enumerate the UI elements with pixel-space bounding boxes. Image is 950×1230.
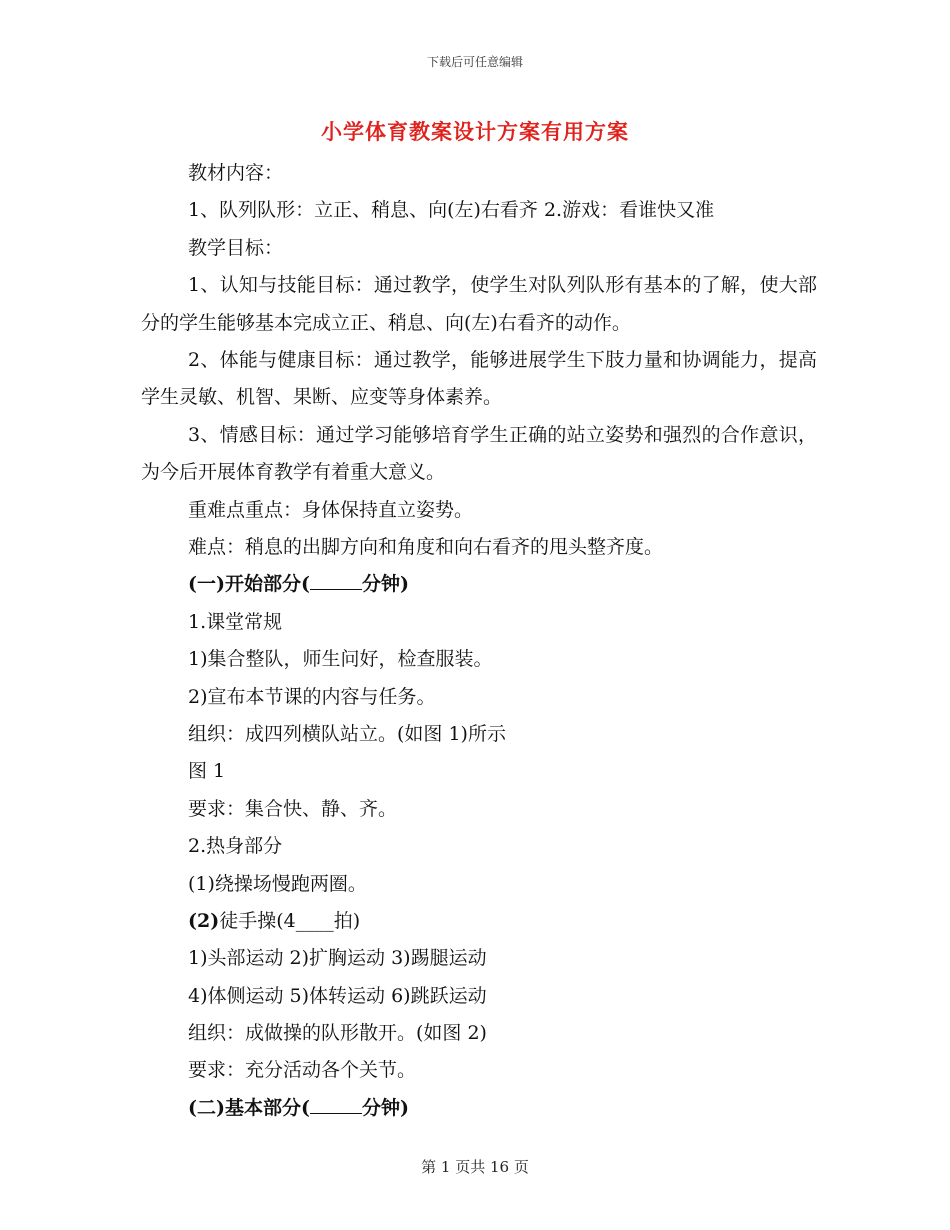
paragraph-requirement-1: 要求：集合快、静、齐。 bbox=[188, 797, 398, 820]
blank-underline bbox=[310, 571, 362, 590]
paragraph-requirement-2: 要求：充分活动各个关节。 bbox=[188, 1059, 417, 1082]
warmup-2-number: (2) bbox=[188, 909, 220, 932]
paragraph-materials-heading: 教材内容： bbox=[188, 162, 284, 184]
paragraph-objective-3: 3、情感目标：通过学习能够培育学生正确的站立姿势和强烈的合作意识，为今后开展体育教学有着重大意义。 bbox=[141, 423, 817, 484]
blank-underline bbox=[310, 1095, 362, 1114]
paragraph-routine: 1.课堂常规 bbox=[188, 610, 283, 633]
paragraph-objective-2: 2、体能与健康目标：通过教学，能够进展学生下肢力量和协调能力，提高学生灵敏、机智、果断、应变等身体素养。 bbox=[141, 348, 817, 409]
section-heading-start bbox=[141, 566, 817, 603]
paragraph-key-point: 重难点重点：身体保持直立姿势。 bbox=[188, 498, 474, 521]
section-heading-basic bbox=[141, 1090, 817, 1127]
page-header: 下载后可任意编辑 bbox=[426, 55, 523, 69]
paragraph-organization-2: 组织：成做操的队形散开。(如图 2) bbox=[188, 1022, 487, 1045]
section-heading-start-unit: 分钟) bbox=[361, 573, 409, 596]
paragraph-warmup: 2.热身部分 bbox=[188, 835, 283, 858]
paragraph-objective-1: 1、认知与技能目标：通过教学，使学生对队列队形有基本的了解，使大部分的学生能够基本完成立正、稍息、向(左)右看齐的动作。 bbox=[141, 274, 817, 334]
figure-1-label: 图 1 bbox=[188, 760, 226, 783]
paragraph-materials-item: 1、队列队形：立正、稍息、向(左)右看齐 2.游戏：看谁快又准 bbox=[188, 199, 715, 222]
paragraph-objectives-heading: 教学目标： bbox=[188, 236, 284, 259]
document-title: 小学体育教案设计方案有用方案 bbox=[321, 119, 629, 144]
paragraph-routine-1: 1)集合整队，师生问好，检查服装。 bbox=[188, 648, 493, 671]
warmup-2-text: 徒手操(4____拍) bbox=[219, 909, 361, 932]
paragraph-warmup-2 bbox=[141, 903, 817, 940]
paragraph-exercises-1: 1)头部运动 2)扩胸运动 3)踢腿运动 bbox=[188, 947, 487, 970]
document-body bbox=[141, 155, 817, 1127]
section-heading-basic-unit: 分钟) bbox=[361, 1096, 409, 1119]
paragraph-organization-1: 组织：成四列横队站立。(如图 1)所示 bbox=[188, 722, 506, 745]
section-heading-basic-label: (二)基本部分( bbox=[188, 1096, 310, 1119]
page-footer: 第 1 页共 16 页 bbox=[421, 1158, 529, 1176]
paragraph-routine-2: 2)宣布本节课的内容与任务。 bbox=[188, 685, 436, 708]
paragraph-exercises-2: 4)体侧运动 5)体转运动 6)跳跃运动 bbox=[188, 984, 487, 1007]
paragraph-difficulty: 难点：稍息的出脚方向和角度和向右看齐的甩头整齐度。 bbox=[188, 536, 664, 558]
section-heading-start-label: (一)开始部分( bbox=[188, 573, 310, 596]
paragraph-warmup-1: (1)绕操场慢跑两圈。 bbox=[188, 872, 367, 895]
